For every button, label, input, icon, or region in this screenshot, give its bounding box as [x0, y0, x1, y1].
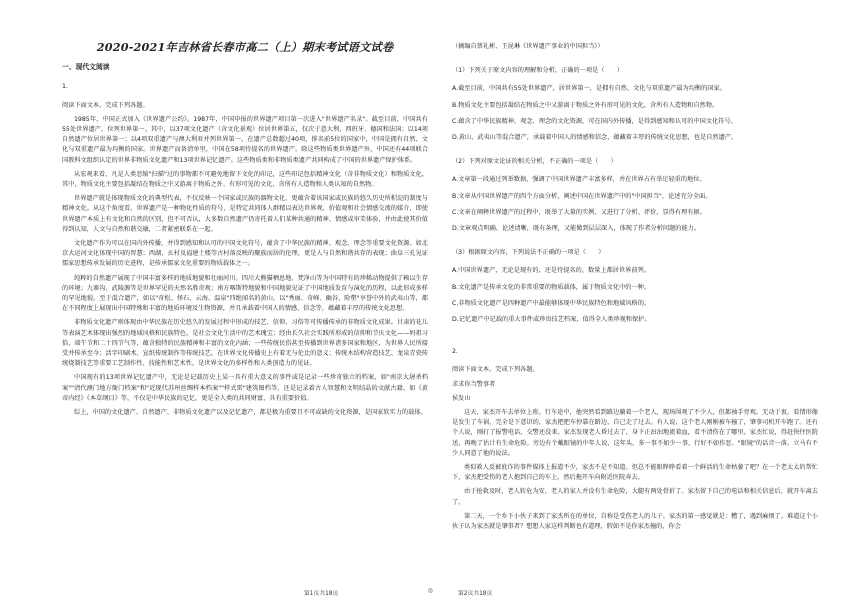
sub-question-stem: （3）根据原文内容，下列说法不正确的一项是（ ） — [452, 249, 605, 257]
option-c: C.文章在阐释世界遗产的过程中，既举了大量的实例，又进行了分析、评价，显得有理有据。 — [452, 208, 706, 216]
question-intro: 阅读下面文本，完成下列各题。 — [62, 101, 149, 109]
option-d: D.记忆遗产中记载的重大事件或珍贵技艺档案，值得全人类珍视和保护。 — [452, 316, 651, 324]
passage-paragraph: 1985年，中国正式加入《世界遗产公约》。1987年，中国申报的世界遗产项目第一次进入"世界遗产名录"。截至目前，中国共有55处世界遗产，位列世界第一。其中，以37项文化遗产（含文化景观）位居世界第五，仅次于意大利、西班牙、德国和法国；以14项自然遗产位居世界第一；以4项双重遗产与澳大利亚并列世界第一。在遗产总数超过40项，排名前5位的国家中，中国是拥有自然、文化与双重遗产最为均衡的国家。世界遗产而备清单里，中国在58项待提名的世界遗产。除这些物质类世界遗产外，中国还有44项联合国教科文组织认定的世界非物质文化遗产和13项世界记忆遗产。这些物质类和非物质类遗产共同构成了中国的世界遗产保护体系。 — [62, 115, 428, 164]
story-author: 侯发山 — [452, 394, 471, 402]
option-d: D.文章观点明确，论述清晰，既有条理，又能做到层层深入，体现了作者分析问题的能力。 — [452, 225, 701, 233]
page-number-right: 第2页共18页 — [458, 591, 493, 597]
option-d: D.黄山、武夷山等混合遗产，承载着中国人的情感和信念，蕴藏着丰厚的传统文化思想，也是自然遗产。 — [452, 134, 738, 142]
sub-question-stem: （1）下列关于原文内容的理解和分析，正确的一项是（ ） — [452, 67, 623, 75]
page-separator-icon: ◎ — [428, 588, 434, 594]
option-a: A.中国世界遗产，无论是现有的，还是待提名的，数量上都居世界前列。 — [452, 267, 650, 275]
passage-paragraph: 综上，中国的文化遗产、自然遗产、非物质文化遗产以及记忆遗产，都是极为重要且不可或缺的文化资源，是国家软实力的载体。 — [74, 409, 427, 417]
story-paragraph: 第二天，一个乡下小伙子来到了家杰所在的单位，自称是受伤老人的儿子。家杰的第一感觉就是：糟了，遇到麻烦了。难道这个小伙子认为家杰就是肇事者？想想人家这样判断也有道理，假如不是你家杰撞的，你会 — [452, 512, 818, 531]
passage-paragraph: 文化遗产作为可以在国内外传播，并得到感知和认可的中国文化符号，蕴含了中华民族的精神、观念、理念等重要文化资源。如北京大运河文化体现中国的智慧；西湖、玄村及福建土楼等古村落反映的聚族而居的伦理，更是人与自然和谐共存的表现；曲阜三孔见证儒家思想传承发展的历史进程，是传承儒家文化重要的物质载体之一。 — [62, 240, 428, 268]
exam-title: 2020-2021年吉林省长春市高二（上）期末考试语文试卷 — [96, 40, 394, 54]
question-number: 2. — [452, 348, 458, 356]
passage-paragraph: 世界遗产就是体现物质文化的典型代表，不仅反映一个国家或民族的器物文化，更蕴含着该国家或民族的悠久历史所积淀的制度与精神文化。从这个角度看，世界遗产是一种物化性质的符号，是特定共同体人群精以表达世界观、价值观和社会情感交流的媒介，即使世界遗产本质上有文化和自然的区别，但不可否认，大多数自然遗产仍寄托着人们某种共通的精神、情感或审美体验，并由此使其价值得到认知，人文与自然和谐交融，二者紧密联系在一起。 — [62, 195, 428, 233]
option-b: B.文章从中国世界遗产的四个方面分析，阐述中国在世界遗产中的"中国担当"，论述充分全面。 — [452, 192, 712, 200]
sub-question-stem: （2）下列对原文论证的相关分析，不正确的一项是（ ） — [452, 158, 617, 166]
story-paragraph: 类似救人反被讹诈的事件媒体上报道不少，家杰不是不知道。但总不能眼睁睁看着一个鲜活的生命枯萎了吧？在一个老太太的帮忙下，家杰把受伤的老人抱到自己的车上，然后拖开车向附近医院奔去。 — [452, 464, 818, 482]
page-number-left: 第1页共18页 — [304, 591, 339, 597]
passage-paragraph: 纯粹的自然遗产展现了中国丰富多样的地质地貌和壮丽河川。四川大熊猫栖息地、梵净山等为中国特有的珍稀动物提供了赖以生存的环境；九寨沟、武陵源等是世界罕见的天然名胜奇观；南方喀斯特地貌和中国地貌见证了中国地质发育与演化的历程，以此形成多样的罕见地貌。至于混合遗产，如以"奇松、怪石、云海、温泉"四绝闻名的黄山，以"秀丽、奇峰、幽谷、险壑"享誉中外的武夷山等，都在不同程度上展现出中国特殊和丰富的地质环境及生物资源，并且承载着中国人的情感、信念等，蕴藏着丰厚的传统文化思想。 — [62, 274, 428, 313]
left-page — [62, 0, 428, 608]
option-a: A.截至目前，中国共有55处世界遗产，居世界第一，是拥有自然、文化与双重遗产最为均衡的国家。 — [452, 85, 726, 93]
option-b: B.物质文化主要包括凝结在物质之中又游离于物质之外有形可见的文化，含所有人造物和自然物。 — [452, 101, 719, 109]
story-title: 求求你当警事者 — [452, 380, 496, 388]
option-b: B.文化遗产是传承文化的非常重要的物质载体，属于物质文化中的一种。 — [452, 283, 651, 291]
option-c: C.非物质文化遗产是四种遗产中最能够体现中华民族特色和地域风格的。 — [452, 299, 651, 307]
story-paragraph: 由于抢救及时，老人转危为安，老人的家人并没有生命危险，大腿有两处骨折了。家杰留下自己的电话和相关信息后，就开车离去了。 — [452, 488, 818, 506]
section-heading: 一、现代文阅读 — [62, 63, 110, 72]
passage-paragraph: 非物质文化遗产则体现由中华民族在历史悠久的发展过程中形成的技艺、信仰、习俗等可传播传承的非物质文化成果。甘肃的花儿等表演艺术体现出强烈的地域风格和民族特色，是社会文化生活中的艺术瑰宝；经由长久社会实践所形成的信仰和节庆文化——妈祖习俗、端午节和二十四节气等，蕴含独特的民族精神和丰富的文化内涵；一些传统民俗甚至传播到世界诸多国家和地区，为世界人民所接受并传承至今；活字印刷术、宣纸传统制作等传统技艺，在世界文化传播史上有着无与伦比的意义；传统木结构营造技艺、龙泉青瓷传统烧制技艺等重要工艺制作性、技能性和艺术性，是世界文化的多样性和人类创造力的见证。 — [62, 319, 428, 368]
passage-source: （摘编自蔡礼彬、王昆琳《世界遗产事业的中国担当》） — [452, 43, 604, 50]
right-page — [452, 0, 818, 608]
story-paragraph: 这天，家杰开车去单位上班。行车途中，他突然看到路边躺着一个老人，现场围观了不少人，但都袖手旁观。无动于衷，看情形像是发生了车祸，完全是下意识的，家杰把把车停靠在路边，自己走了过去。有人说，这个老人刚刚被车撞了，肇事司机开车跑了。还有个人说，刚打了报警电话，交警还没来。家杰发现老人昏过去了，身下正汩汩地流着血，看不清伤在了哪里。家杰忙说，得赶快往医院送，再晚了估计有生命危险。旁边有个戴眼镜的中年人说，这年头，多一事不如少一事，行好不如作恶。"眼镜"的话音一落，立马有不少人同意了他的说法。 — [452, 409, 818, 457]
option-a: A.文章第一段通过列举数据，强调了中国世界遗产丰富多样，并在世界占有举足轻重的地位。 — [452, 176, 706, 184]
passage-paragraph: 中国现有的13项世界记忆遗产中，无论是记载历史上某一具有重大意义的事件或是记录一些珍奇独立的档案，如"南京大屠杀档案""清代澳门地方衙门档案"和"近现代苏州丝绸样本档案""样式雷"建筑图档等，还是记录着古人智慧和文明结晶的文献古籍，如《黄帝内经》《本草纲目》等，不仅是中华民族的记忆，更是全人类的共同财富，具有重要价值。 — [62, 374, 428, 402]
option-c: C.蕴含了中华民族精神、观念、理念的文化资源，可在国内外传播，是得到感知和认可的中国文化符号。 — [452, 117, 737, 125]
passage-paragraph: 从宏观来看，凡是人类恶缩"扫描"过的事物都不可避免地留下文化的印记，这些印记包括精神文化（含非物质文化）和物质文化。其中，物质文化主要包括凝结在物质之中又游离于物质之外、有形可见的文化，含所有人造物和人类认知的自然物。 — [62, 170, 428, 189]
question-intro: 阅读下面文本，完成下列各题。 — [452, 366, 539, 374]
question-number: 1. — [62, 83, 68, 91]
